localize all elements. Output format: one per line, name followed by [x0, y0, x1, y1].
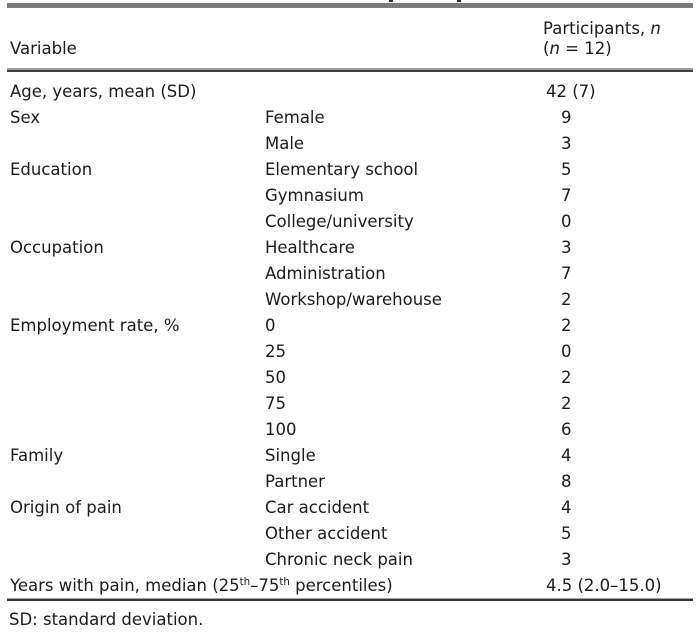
category-cell: Administration [265, 263, 386, 283]
count-cell: 8 [561, 471, 572, 491]
count-cell: 2 [561, 315, 572, 335]
table-body [7, 72, 693, 598]
count-cell: 3 [561, 549, 572, 569]
table-row [7, 468, 693, 494]
table-row [7, 182, 693, 208]
variable-cell: Age, years, mean (SD) [10, 81, 197, 101]
table-row [7, 104, 693, 130]
count-n-italic: n [549, 39, 560, 58]
table-row [7, 312, 693, 338]
category-cell: 25 [265, 341, 286, 361]
header-participants-line1 [543, 19, 690, 39]
category-cell: Workshop/warehouse [265, 289, 442, 309]
header-variable: Variable [10, 39, 77, 58]
count-cell: 2 [561, 289, 572, 309]
variable-cell: Origin of pain [10, 497, 122, 517]
variable-cell: Education [10, 159, 93, 179]
count-cell: 4 [561, 445, 572, 465]
count-cell: 7 [561, 263, 572, 283]
category-cell: 75 [265, 393, 286, 413]
participants-table [7, 3, 693, 629]
header-participants-line2 [543, 39, 690, 59]
table-row [7, 260, 693, 286]
table-row [7, 494, 693, 520]
category-cell: Car accident [265, 497, 370, 517]
category-cell: 50 [265, 367, 286, 387]
category-cell: Gymnasium [265, 185, 364, 205]
table-row [7, 130, 693, 156]
table-row [7, 338, 693, 364]
cropped-caption-fragment [457, 0, 461, 2]
count-cell: 4.5 (2.0–15.0) [546, 575, 662, 595]
variable-cell: Occupation [10, 237, 104, 257]
table-footnote: SD: standard deviation. [9, 610, 204, 629]
category-cell: 100 [265, 419, 297, 439]
category-cell: 0 [265, 315, 276, 335]
count-cell: 7 [561, 185, 572, 205]
category-cell: Male [265, 133, 305, 153]
category-cell: College/university [265, 211, 414, 231]
count-cell: 0 [561, 341, 572, 361]
count-cell: 0 [561, 211, 572, 231]
category-cell: Female [265, 107, 325, 127]
category-cell: Other accident [265, 523, 388, 543]
count-open-paren: ( [543, 39, 550, 58]
table-row [7, 286, 693, 312]
count-cell: 3 [561, 237, 572, 257]
variable-cell: Family [10, 445, 64, 465]
table-row [7, 416, 693, 442]
category-cell: Elementary school [265, 159, 419, 179]
table-row [7, 546, 693, 572]
category-cell: Healthcare [265, 237, 355, 257]
participants-n-italic: n [650, 19, 661, 38]
table-bottom-rule [7, 598, 693, 601]
count-cell: 3 [561, 133, 572, 153]
count-cell: 5 [561, 159, 572, 179]
category-cell: Chronic neck pain [265, 549, 413, 569]
count-cell: 6 [561, 419, 572, 439]
participants-label-prefix: Participants, [543, 19, 651, 38]
variable-cell: Employment rate, % [10, 315, 180, 335]
count-cell: 42 (7) [546, 81, 596, 101]
table-row [7, 364, 693, 390]
count-cell: 2 [561, 393, 572, 413]
count-cell: 9 [561, 107, 572, 127]
header-participants [543, 19, 690, 59]
count-cell: 4 [561, 497, 572, 517]
table-row [7, 208, 693, 234]
cropped-caption-fragment [389, 0, 393, 2]
category-cell: Single [265, 445, 316, 465]
category-cell: Partner [265, 471, 325, 491]
variable-cell: Sex [10, 107, 41, 127]
table-row [7, 442, 693, 468]
count-value: = 12) [559, 39, 612, 58]
table-row [7, 390, 693, 416]
count-cell: 5 [561, 523, 572, 543]
variable-cell: Years with pain, median (25th–75th percentiles) [10, 575, 393, 595]
table-row [7, 78, 693, 104]
table-row [7, 572, 693, 598]
table-header-row [7, 8, 693, 68]
table-row [7, 156, 693, 182]
count-cell: 2 [561, 367, 572, 387]
table-row [7, 234, 693, 260]
table-row [7, 520, 693, 546]
